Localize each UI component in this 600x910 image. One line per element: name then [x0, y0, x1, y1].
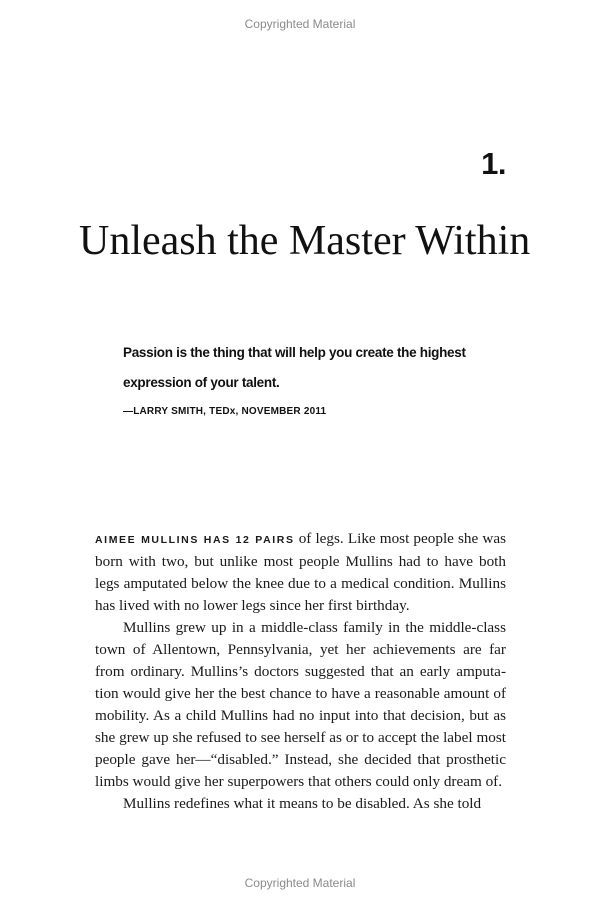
copyright-watermark-bottom: Copyrighted Material [244, 876, 356, 890]
paragraph-text: of legs. Like most people she was born with two, but unlike most people Mullins had to have both legs amputated below the knee due to a medical condition. Mullins has lived with no lower legs since her first birthday. [95, 530, 506, 614]
lead-in-text: AIMEE MULLINS HAS 12 PAIRS [95, 534, 295, 546]
body-paragraph-2: Mullins grew up in a middle-class family in the middle-class town of Allentown, Pennsylvania, yet her achievements are far from ordinary. Mullins’s doctors suggested that an early amputation would give her the best chance to have a reasonable amount of mobility. As a child Mullins had no input into that decision, but as she grew up she refused to see herself as or to accept the label most people gave her—“disabled.” Instead, she decided that prosthetic limbs would give her superpowers that others could only dream of. [95, 619, 506, 790]
chapter-title: Unleash the Master Within [79, 218, 531, 264]
epigraph-quote: Passion is the thing that will help you create the highest expression of your talent. [123, 345, 466, 390]
copyright-watermark-top: Copyrighted Material [244, 17, 356, 31]
epigraph-attribution: —LARRY SMITH, TEDx, NOVEMBER 2011 [123, 406, 327, 417]
body-paragraph-3: Mullins redefines what it means to be disabled. As she told [123, 795, 482, 812]
body-text [95, 528, 506, 815]
epigraph [123, 338, 523, 417]
chapter-number: 1. [481, 146, 506, 181]
body-paragraph-1 [95, 528, 506, 617]
